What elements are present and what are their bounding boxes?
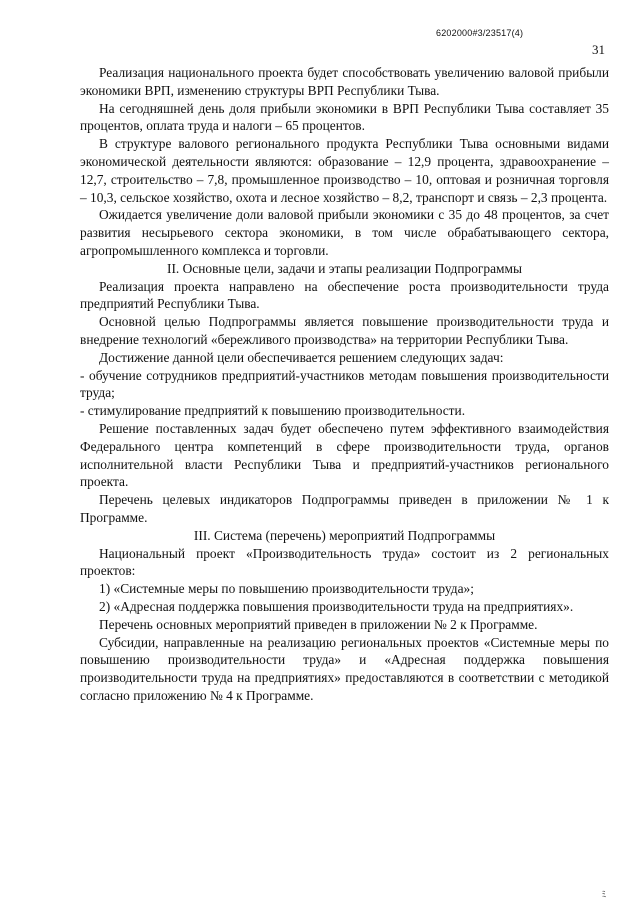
page-number: 31 — [592, 42, 605, 57]
section-3-heading: III. Система (перечень) мероприятий Подпрограммы — [193, 527, 496, 543]
section-2-paragraph-1: Реализация проекта направлено на обеспечение роста производительности труда предприятий Республики Тыва. — [80, 278, 609, 312]
paragraph-intro-3: В структуре валового регионального продукта Республики Тыва основными видами экономической деятельности являются: образование – 12,9 процента, здравоохранение – 12,7, строительство – 7,8, промышленное производство – 10, оптовая и розничная торговля – 10,3, сельское хозяйство, охота и лесное хозяйство – 8,2, транспорт и связь – 2,3 процента. — [80, 136, 609, 205]
section-3-paragraph-4: Перечень основных мероприятий приведен в приложении № 2 к Программе. — [99, 616, 538, 632]
document-code: 6202000#3/23517(4) — [436, 28, 524, 38]
handwritten-mark: ﾐ — [598, 889, 608, 902]
paragraph-intro-1: Реализация национального проекта будет способствовать увеличению валовой прибыли экономики ВРП, изменению структуры ВРП Республики Тыва. — [80, 65, 609, 98]
section-2-paragraph-6: Решение поставленных задач будет обеспечено путем эффективного взаимодействия Федерального центра компетенций в сфере производительности труда, органов исполнительной власти Республики Тыва и предприятий-участников регионального проекта. — [80, 420, 609, 490]
section-2-task-1: - обучение сотрудников предприятий-участников методам повышения производительности труда; — [80, 367, 609, 401]
paragraph-intro-4: Ожидается увеличение доли валовой прибыли экономики с 35 до 48 процентов, за счет развития несырьевого сектора экономики, в том числе обрабатывающего сектора, агропромышленного комплекса и торговли. — [80, 207, 609, 258]
section-3-paragraph-5: Субсидии, направленные на реализацию региональных проектов «Системные меры по повышению производительности труда» и «Адресная поддержка повышения производительности труда на предприятиях» предоставляются в соответствии с методикой согласно приложению № 4 к Программе. — [80, 634, 609, 703]
section-2-task-2: - стимулирование предприятий к повышению производительности. — [80, 403, 466, 419]
section-2-paragraph-7: Перечень целевых индикаторов Подпрограммы приведен в приложении № 1 к Программе. — [80, 492, 609, 525]
paragraph-intro-2: На сегодняшней день доля прибыли экономики в ВРП Республики Тыва составляет 35 процентов, оплата труда и налоги – 65 процентов. — [80, 100, 609, 134]
section-3-item-2: 2) «Адресная поддержка повышения производительности труда на предприятиях». — [99, 598, 574, 614]
section-3-item-1: 1) «Системные меры по повышению производительности труда»; — [99, 581, 474, 597]
section-2-paragraph-2: Основной целью Подпрограммы является повышение производительности труда и внедрение технологий «бережливого производства» на территории Республики Тыва. — [80, 314, 609, 347]
section-2-paragraph-3: Достижение данной цели обеспечивается решением следующих задач: — [99, 349, 504, 365]
section-3-paragraph-1: Национальный проект «Производительность труда» состоит из 2 региональных проектов: — [80, 545, 609, 579]
section-2-heading: II. Основные цели, задачи и этапы реализации Подпрограммы — [167, 260, 522, 276]
document-body — [80, 64, 609, 705]
